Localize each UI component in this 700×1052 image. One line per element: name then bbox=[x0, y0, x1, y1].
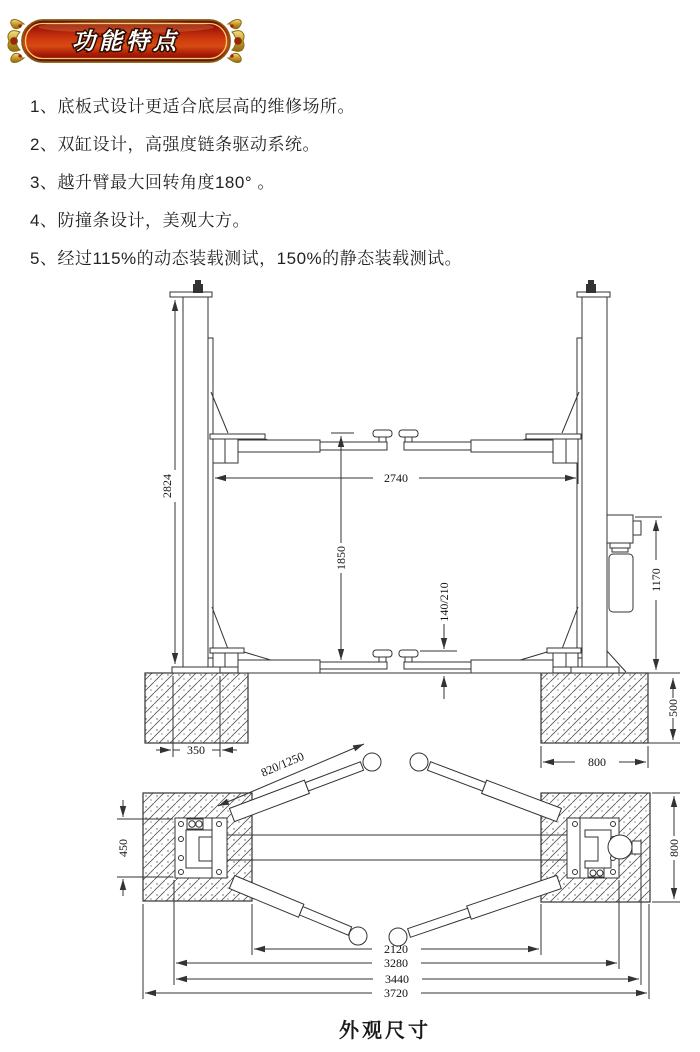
dim-top-plate-depth: 450 bbox=[116, 839, 130, 857]
motor-plan bbox=[608, 835, 632, 859]
feature-item-4: 4、防撞条设计，美观大方。 bbox=[30, 211, 250, 230]
dim-top-arm-range: 820/1250 bbox=[258, 749, 307, 780]
right-column bbox=[582, 297, 607, 673]
feature-item-5: 5、经过115%的动态装载测试，150%的静态装载测试。 bbox=[30, 249, 463, 268]
banner-title: 功能特点 bbox=[72, 28, 180, 54]
top-view-drawing bbox=[116, 744, 681, 1000]
front-view-drawing bbox=[145, 280, 680, 769]
lift-arms-lowered bbox=[210, 648, 581, 673]
swing-arms-plan bbox=[229, 753, 561, 946]
left-column bbox=[183, 297, 208, 673]
dim-front-pad-range: 140/210 bbox=[437, 582, 451, 622]
feature-item-3: 3、越升臂最大回转角度180° 。 bbox=[30, 173, 275, 192]
dim-top-foundation-height: 800 bbox=[667, 839, 681, 857]
dim-top-span-with-power-unit: 3440 bbox=[385, 972, 409, 986]
foundation-right-front bbox=[541, 673, 648, 743]
dim-front-baseplate-width: 350 bbox=[187, 743, 205, 757]
power-unit bbox=[607, 515, 641, 612]
foundation-left-front bbox=[145, 673, 248, 743]
carriage-left bbox=[208, 338, 213, 658]
baseplate-left-front bbox=[172, 667, 220, 673]
dim-front-power-unit-height: 1170 bbox=[649, 568, 663, 592]
baseplate-left-plan bbox=[175, 818, 227, 878]
dim-front-foundation-width: 800 bbox=[588, 755, 606, 769]
column-cap-bolt-left bbox=[193, 284, 203, 293]
dim-front-between-columns: 2740 bbox=[384, 471, 408, 485]
drawing-caption: 外观尺寸 bbox=[339, 1020, 431, 1042]
baseplate-right-front bbox=[571, 667, 619, 673]
column-cap-bolt-right bbox=[586, 284, 596, 293]
dim-front-foundation-depth: 500 bbox=[666, 699, 680, 717]
dim-top-span-foundations: 2120 bbox=[384, 942, 408, 956]
lift-arms-raised bbox=[210, 430, 581, 463]
feature-item-2: 2、双缸设计，高强度链条驱动系统。 bbox=[30, 135, 320, 154]
carriage-right bbox=[577, 338, 582, 658]
dim-front-total-height: 2824 bbox=[160, 474, 174, 498]
dim-front-lift-height: 1850 bbox=[334, 546, 348, 570]
feature-item-1: 1、底板式设计更适合底层高的维修场所。 bbox=[30, 97, 355, 116]
dim-top-span-overall: 3720 bbox=[384, 986, 408, 1000]
dim-top-span-baseplates: 3280 bbox=[384, 956, 408, 970]
